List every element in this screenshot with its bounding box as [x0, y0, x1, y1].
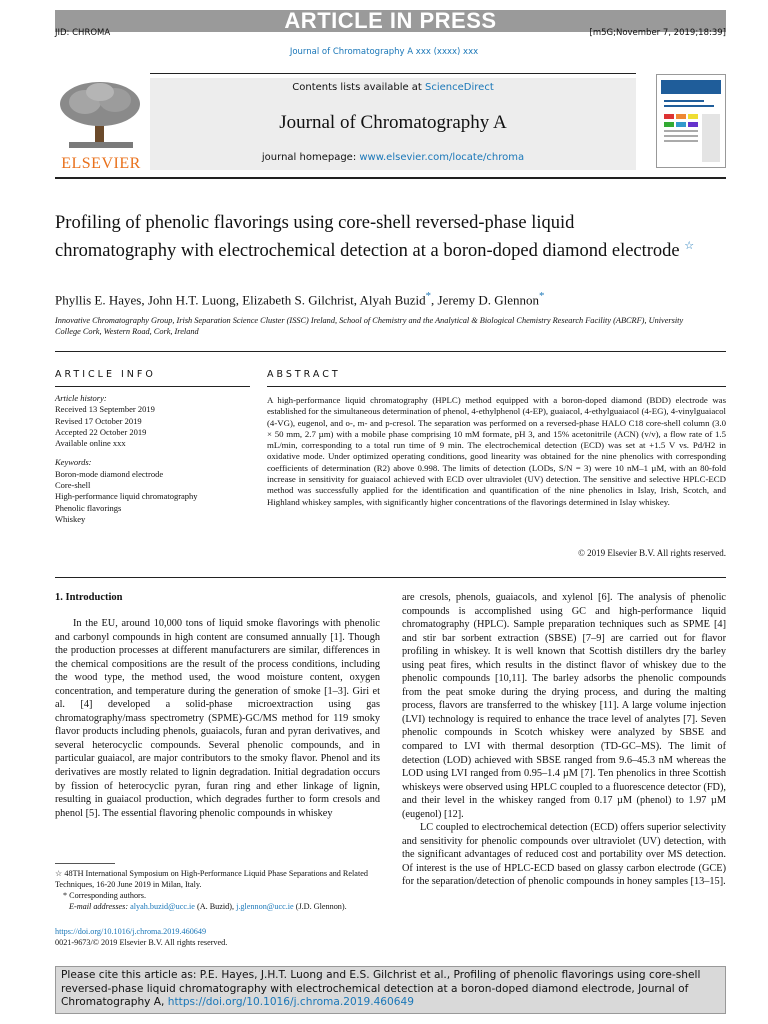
author-separator: ,	[353, 292, 360, 308]
journal-name: Journal of Chromatography A	[279, 112, 507, 133]
abstract-heading: ABSTRACT	[267, 369, 341, 380]
masthead-bottom-rule	[55, 177, 726, 179]
footnote-star: ☆ 48TH International Symposium on High-Performance Liquid Phase Separations and Related Techniques, 16-20 June 2019 in Milan, Italy.	[55, 869, 368, 889]
doi-link[interactable]: https://doi.org/10.1016/j.chroma.2019.460649	[55, 927, 207, 936]
masthead-top-rule	[150, 73, 636, 74]
email-owner: (A. Buzid),	[194, 902, 237, 911]
contents-line	[150, 82, 636, 93]
title-star-footnote[interactable]: ☆	[684, 239, 695, 252]
article-title-text: Profiling of phenolic flavorings using core-shell reversed-phase liquid chromatography with electrochemical detection at a boron-doped diamond electrode	[55, 213, 680, 261]
homepage-link[interactable]: www.elsevier.com/locate/chroma	[359, 152, 525, 163]
article-title	[55, 212, 695, 262]
paragraph: LC coupled to electrochemical detection (ECD) offers superior selectivity and sensitivity for phenolic compounds over ultraviolet (UV) detection, with the significant advantages of reduced cost and portability over MS detection. Of interest is the use of HPLC-ECD based on glassy carbon electrode (GCE) for the separation/detection of phenolic compounds in honey samples [13–15].	[402, 822, 726, 888]
author-separator: ,	[235, 292, 243, 308]
issn-line: 0021-9673/© 2019 Elsevier B.V. All rights reserved.	[55, 938, 228, 947]
abstract-bottom-rule	[55, 577, 726, 578]
paragraph: are cresols, phenols, guaiacols, and xylenol [6]. The analysis of phenolic compounds is accomplished using GC and high-performance liquid chromatography (HPLC). Sample preparation techniques such as SPME [4] and stir bar sorbent extraction (SBSE) [7–9] are carried out for flavor profiling in whiskey. It is well known that Scottish distillers dry the barley using peat fires, which results in the distinct flavor of whiskey due to the phenolic compounds [10,11]. The barley adsorbs the phenolic compounds from the peat smoke during the drying process, and during the malting process, flavors are transferred to the whiskey [11]. A large volume injection (LVI) technology is required to enhance the trace level of analytes [7]. Seven phenolic compounds in Scotch whiskey were analyzed by SBSE and compared to LVI with thermal desorption (TD-GC–MS). The limit of detection (LOD) achieved with SBSE ranged from 9.6–45.3 nM whereas the LOD using LVI ranged from 0.95–1.4 µM [7]. Ten phenolics in three Scottish whiskeys were observed using HPLC coupled to a fluorescence detector (FD), and their level in the whiskey ranged from 0.17 µM (phenol) to 1.97 µM (eugenol) [12].	[402, 592, 726, 820]
article-info-rule	[55, 386, 250, 387]
author-name[interactable]: Phyllis E. Hayes	[55, 292, 142, 308]
author-list	[55, 290, 544, 308]
contents-prefix: Contents lists available at	[292, 82, 426, 93]
body-column-2	[402, 591, 726, 889]
author-separator: ,	[141, 292, 148, 308]
keyword: Core-shell	[55, 480, 91, 491]
article-info-heading: ARTICLE INFO	[55, 369, 156, 380]
author-separator: ,	[431, 292, 438, 308]
journal-line[interactable]: Journal of Chromatography A xxx (xxxx) xxx	[289, 47, 479, 57]
citation-text: Please cite this article as: P.E. Hayes, J.H.T. Luong and E.S. Gilchrist et al., Profiling of phenolic flavorings using core-shell reversed-phase liquid chromatography with electrochemical detection at a boron-doped diamond electrode, Journal of Chromatography A,	[61, 969, 701, 1008]
build-stamp: [m5G;November 7, 2019;18:39]	[589, 28, 726, 38]
abstract-rule	[267, 386, 726, 387]
history-received: Received 13 September 2019	[55, 404, 155, 415]
publisher-name: ELSEVIER	[61, 155, 141, 172]
tree-icon	[55, 80, 147, 150]
history-label: Article history:	[55, 393, 107, 403]
corresponding-author-mark[interactable]: *	[539, 290, 545, 302]
author-name[interactable]: Elizabeth S. Gilchrist	[242, 292, 354, 308]
abstract-text: A high-performance liquid chromatography (HPLC) method equipped with a boron-doped diamond (BDD) electrode was established for the simultaneous determination of phenol, 4-ethylphenol (4-EP), guaiacol, 4-ethylguaiacol (4-EG), 4-vinylguaiacol (4-VG), eugenol, and o-, m- and p-cresol. The separation was performed on a reversed-phase HALO C18 core-shell column (3.0 × 50 mm, 2.7 µm) with a mobile phase comprising 10 mM formate, pH 3, and 15% acetonitrile (ACN) (v/v), a flow rate of 1.5 mL/min, corresponding to a total run time of 9 min. The electrochemical detection (ECD) was set at +1.5 V vs. Pd/H2 in oxidative mode. Under optimized operating conditions, good linearity was obtained for the nine phenolics with corresponding coefficients of determination (R2) above 0.998. The limits of detection (LODs, S/N = 3) were 10 nM–1 µM, with an 80-fold increase in sensitivity for guaiacol achieved with ECD over ultraviolet (UV) detection. The sensitive and selective HPLC-ECD method was successfully applied for the identification and quantification of the nine phenolics in Islay, Irish, Scotch, and Highland whiskey samples, with significantly higher concentrations of the flavorings determined in Islay whiskey.	[267, 395, 726, 507]
paragraph: In the EU, around 10,000 tons of liquid smoke flavorings with phenolic and carbonyl compounds in high content are consumed annually [1]. Though the production processes at different manufacturers are similar, differences in the chemical compositions are the result of the process conditions, including the wood type, the method used, the wood moisture content, oxygen concentration, and temperature during the generation of smoke [1–3]. Giri et al. [4] developed a solid-phase microextraction using gas chromatography/mass spectrometry (SPME)-GC/MS method for 119 smoky flavor products including phenols, guaiacols, furan and pyran derivatives, and several heterocyclic compounds. Several phenolic compounds, and in particular guaiacol, are major contributors to the smoky flavor. Phenol and its derivatives are mostly related to lignin degradation. Initial degradation occurs by fission of heterocyclic pyran, furan ring and ether linkage of lignin, resulting in guaiacol production, which degrades further to form cresols and phenol [5]. The essential flavoring phenolic compounds in whiskey	[55, 618, 380, 819]
keyword: Phenolic flavorings	[55, 502, 122, 513]
homepage-prefix: journal homepage:	[261, 152, 360, 163]
journal-cover-thumbnail	[656, 74, 726, 168]
section-title: 1. Introduction	[55, 592, 123, 603]
abstract-copyright: © 2019 Elsevier B.V. All rights reserved.	[578, 548, 726, 558]
email-owner: (J.D. Glennon).	[293, 902, 347, 911]
footnotes	[55, 868, 380, 912]
footnote-emails	[55, 901, 380, 912]
keyword: Boron-mode diamond electrode	[55, 468, 164, 479]
citation-doi-link[interactable]: https://doi.org/10.1016/j.chroma.2019.460649	[167, 996, 415, 1008]
affiliation-rule	[55, 351, 726, 352]
affiliation: Innovative Chromatography Group, Irish Separation Science Cluster (ISSC) Ireland, School of Chemistry and the Analytical & Biological Chemistry Research Facility (ABCRF), University College Cork, Western Road, Cork, Ireland	[55, 316, 684, 336]
sciencedirect-link[interactable]: ScienceDirect	[425, 82, 494, 93]
author-name[interactable]: Alyah Buzid	[359, 292, 426, 308]
journal-id: JID: CHROMA	[55, 28, 111, 38]
keyword: Whiskey	[55, 513, 86, 524]
footnote-corresponding: * Corresponding authors.	[63, 891, 147, 900]
footnote-rule	[55, 863, 115, 864]
history-online: Available online xxx	[55, 438, 126, 449]
article-history	[55, 393, 255, 525]
author-name[interactable]: John H.T. Luong	[147, 292, 236, 308]
keywords-label: Keywords:	[55, 457, 92, 468]
elsevier-logo	[55, 80, 147, 172]
citation-box	[55, 966, 726, 1014]
keyword: High-performance liquid chromatography	[55, 491, 198, 502]
body-column-1	[55, 617, 380, 820]
homepage-line	[150, 152, 636, 163]
email-link-glennon[interactable]: j.glennon@ucc.ie	[236, 902, 294, 911]
email-link-buzid[interactable]: alyah.buzid@ucc.ie	[130, 902, 195, 911]
history-accepted: Accepted 22 October 2019	[55, 426, 147, 437]
author-name[interactable]: Jeremy D. Glennon	[437, 292, 539, 308]
corresponding-author-mark[interactable]: *	[425, 290, 432, 302]
history-revised: Revised 17 October 2019	[55, 415, 142, 426]
email-label: E-mail addresses:	[69, 902, 131, 911]
article-in-press-banner: ARTICLE IN PRESS	[55, 10, 726, 32]
